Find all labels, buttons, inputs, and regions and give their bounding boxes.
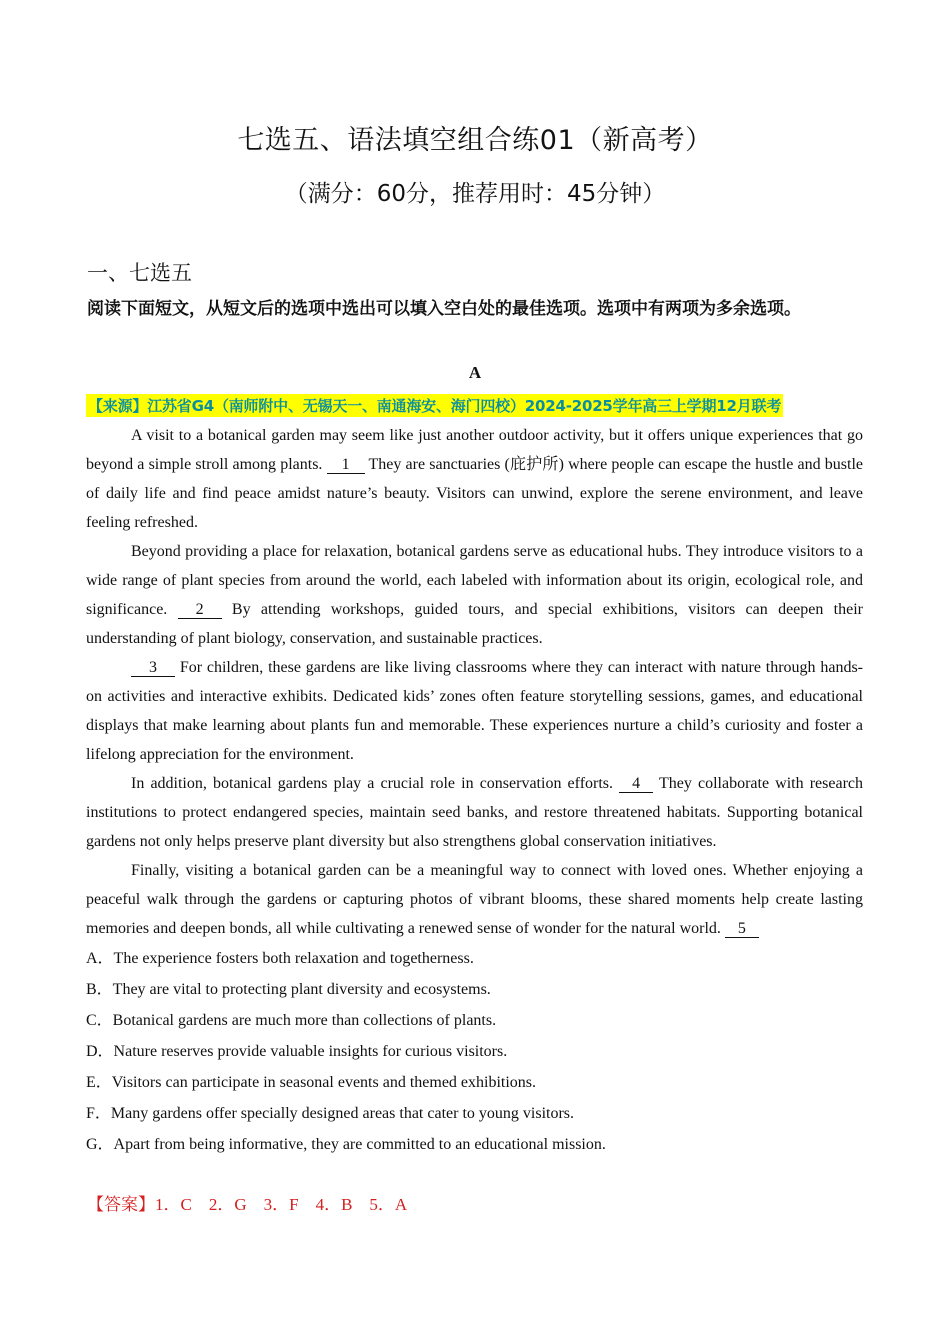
paragraph [86, 421, 863, 537]
paragraph [86, 537, 863, 653]
blank: 1 [327, 457, 365, 474]
page-subtitle: （满分：60分，推荐用时：45分钟） [284, 181, 666, 207]
answer-line [87, 1190, 407, 1215]
paragraph-text: Finally, visiting a botanical garden can be a meaningful way to connect with loved ones. Whether enjoying a peaceful walk through the gardens or capturing photos of vibrant blooms, these shared moments help create lasting memories and deepen bonds, all while cultivating a renewed sense of wonder for the natural world. [86, 862, 863, 937]
source-line: 【来源】江苏省G4（南师附中、无锡天一、南通海安、海门四校）2024-2025学年高三上学期12月联考 [86, 394, 783, 417]
option-b: B．They are vital to protecting plant diversity and ecosystems. [86, 981, 491, 998]
option-a: A．The experience fosters both relaxation and togetherness. [86, 950, 474, 967]
option-e: E．Visitors can participate in seasonal events and themed exhibitions. [86, 1074, 537, 1091]
paragraph [86, 856, 863, 943]
blank: 4 [619, 776, 653, 793]
paragraph-text: Beyond providing a place for relaxation, botanical gardens serve as educational hubs. They introduce visitors to a wide range of plant species from around the world, each labeled with information about its origin, ecological role, and significance. [86, 543, 863, 618]
answer-label: 【答案】 [87, 1195, 155, 1214]
paragraph-text: In addition, botanical gardens play a crucial role in conservation efforts. [131, 775, 620, 792]
instruction-text: 阅读下面短文，从短文后的选项中选出可以填入空白处的最佳选项。选项中有两项为多余选项。 [87, 299, 801, 319]
paragraph-text: For children, these gardens are like living classrooms where they can interact with nature through hands-on activities and interactive exhibits. Dedicated kids’ zones often feature storytelling sessions, games, and educational displays that make learning about plants fun and memorable. These experiences nurture a child’s curiosity and foster a lifelong appreciation for the environment. [86, 659, 863, 763]
option-c: C．Botanical gardens are much more than collections of plants. [86, 1012, 497, 1029]
option-g: G．Apart from being informative, they are committed to an educational mission. [86, 1136, 606, 1153]
passage [86, 421, 863, 943]
blank: 2 [178, 602, 222, 619]
option-d: D．Nature reserves provide valuable insights for curious visitors. [86, 1043, 508, 1060]
paragraph-text: They collaborate with research institutions to protect endangered species, maintain seed banks, and restore threatened habitats. Supporting botanical gardens not only helps preserve plant diversity but also strengthens global conservation initiatives. [86, 775, 864, 850]
paragraph-text: A visit to a botanical garden may seem like just another outdoor activity, but it offers unique experiences that go beyond a simple stroll among plants. [86, 427, 863, 473]
blank: 5 [725, 921, 759, 938]
section-heading: 一、七选五 [87, 261, 192, 285]
paragraph-text: By attending workshops, guided tours, and special exhibitions, visitors can deepen their understanding of plant biology, conservation, and sustainable practices. [86, 601, 864, 647]
paragraph [86, 653, 863, 769]
options-list [86, 945, 863, 1162]
blank: 3 [131, 660, 175, 677]
passage-label: A [468, 363, 482, 382]
option-f: F．Many gardens offer specially designed areas that cater to young visitors. [86, 1105, 575, 1122]
page-title: 七选五、语法填空组合练01（新高考） [237, 125, 713, 156]
answer-text: 1．C 2．G 3．F 4．B 5．A [155, 1195, 408, 1214]
paragraph-text: They are sanctuaries (庇护所) where people can escape the hustle and bustle of daily life and find peace amidst nature’s beauty. Visitors can unwind, explore the serene environment, and leave feeling refreshed. [86, 456, 863, 531]
paragraph [86, 769, 863, 856]
